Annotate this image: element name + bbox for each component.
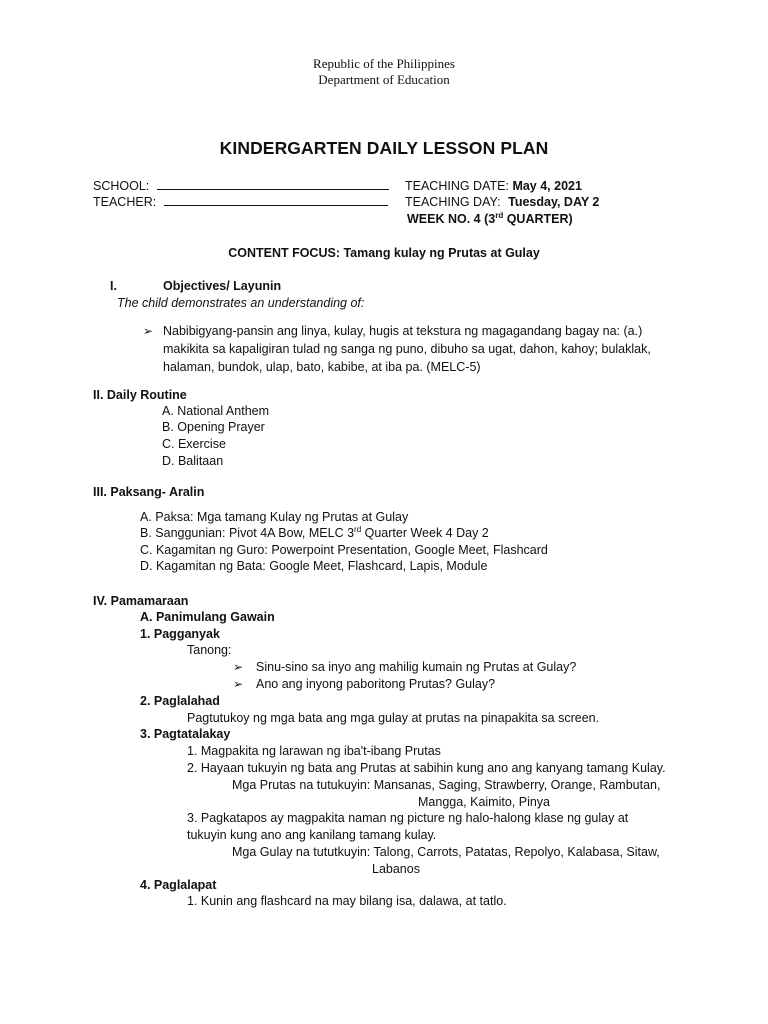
pamamaraan-heading: IV. Pamamaraan <box>93 594 189 608</box>
routine-heading: II. Daily Routine <box>93 388 187 402</box>
objective-line-2: makikita sa kapaligiran tulad ng sanga ng puno, dibuho sa ugat, dahon, kahoy; bulaklak, <box>163 342 651 356</box>
pagtatalakay-heading: 3. Pagtatalakay <box>140 727 231 741</box>
week-end: QUARTER) <box>503 212 573 226</box>
gulay-list-line-1: Mga Gulay na tututkuyin: Talong, Carrots, Patatas, Repolyo, Kalabasa, Sitaw, <box>232 845 660 859</box>
objectives-heading: Objectives/ Layunin <box>163 279 282 293</box>
arrow-bullet-icon: ➢ <box>143 324 154 338</box>
paglalapat-step-1: 1. Kunin ang flashcard na may bilang isa, dalawa, at tatlo. <box>187 894 507 908</box>
paksa-item-c: C. Kagamitan ng Guro: Powerpoint Presentation, Google Meet, Flashcard <box>140 543 548 557</box>
tanong-label: Tanong: <box>187 643 232 657</box>
paksa-b-sup: rd <box>354 524 362 534</box>
pagtatalakay-step-3-cont: tukuyin kung ano ang kanilang tamang kulay. <box>187 828 437 842</box>
pagganyak-heading: 1. Pagganyak <box>140 627 220 641</box>
question-2: Ano ang inyong paboritong Prutas? Gulay? <box>256 677 496 691</box>
teacher-label: TEACHER: <box>93 195 157 209</box>
paksa-heading: III. Paksang- Aralin <box>93 485 205 499</box>
gulay-list-line-2: Labanos <box>372 862 420 876</box>
objective-bullet <box>143 323 163 339</box>
content-focus: CONTENT FOCUS: Tamang kulay ng Prutas at Gulay <box>228 246 540 260</box>
question-bullet <box>233 659 253 675</box>
pagtatalakay-step-1: 1. Magpakita ng larawan ng iba't-ibang Prutas <box>187 744 441 758</box>
teaching-date-label: TEACHING DATE: <box>405 179 509 193</box>
teaching-day-value: Tuesday, DAY 2 <box>508 195 600 209</box>
pagtatalakay-step-3: 3. Pagkatapos ay magpakita naman ng picture ng halo-halong klase ng gulay at <box>187 811 629 825</box>
teacher-row <box>93 194 388 210</box>
routine-item: B. Opening Prayer <box>162 420 265 434</box>
panimulang-gawain-heading: A. Panimulang Gawain <box>140 610 275 624</box>
paglalapat-heading: 4. Paglalapat <box>140 878 217 892</box>
week-text: WEEK NO. 4 (3 <box>407 212 496 226</box>
pagtatalakay-step-2: 2. Hayaan tukuyin ng bata ang Prutas at sabihin kung ano ang kanyang tamang Kulay. <box>187 761 666 775</box>
school-blank-line <box>157 178 389 190</box>
objectives-intro: The child demonstrates an understanding of: <box>117 296 365 310</box>
question-bullet <box>233 676 253 692</box>
objective-line-1: Nabibigyang-pansin ang linya, kulay, hugis at tekstura ng magagandang bagay na: (a.) <box>163 324 643 338</box>
paksa-item-d: D. Kagamitan ng Bata: Google Meet, Flashcard, Lapis, Module <box>140 559 488 573</box>
paksa-b-end: Quarter Week 4 Day 2 <box>361 526 489 540</box>
objectives-number: I. <box>110 279 117 293</box>
teaching-day-row <box>405 194 599 210</box>
school-label: SCHOOL: <box>93 179 150 193</box>
routine-item: D. Balitaan <box>162 454 224 468</box>
arrow-bullet-icon: ➢ <box>233 660 244 674</box>
department-text: Department of Education <box>318 72 450 87</box>
routine-item: A. National Anthem <box>162 404 270 418</box>
page-title: KINDERGARTEN DAILY LESSON PLAN <box>219 138 549 158</box>
paksa-item-b <box>140 525 489 541</box>
routine-item: C. Exercise <box>162 437 226 451</box>
paksa-item-a: A. Paksa: Mga tamang Kulay ng Prutas at Gulay <box>140 510 409 524</box>
teaching-day-label: TEACHING DAY: <box>405 195 501 209</box>
paksa-b-text: B. Sanggunian: Pivot 4A Bow, MELC 3 <box>140 526 355 540</box>
prutas-list-line-1: Mga Prutas na tutukuyin: Mansanas, Saging, Strawberry, Orange, Rambutan, <box>232 778 661 792</box>
republic-text: Republic of the Philippines <box>313 56 455 71</box>
teacher-blank-line <box>164 194 388 206</box>
week-sup: rd <box>495 210 504 220</box>
objective-line-3: halaman, bundok, ulap, bato, kabibe, at iba pa. (MELC-5) <box>163 360 481 374</box>
paglalahad-text: Pagtutukoy ng mga bata ang mga gulay at prutas na pinapakita sa screen. <box>187 711 600 725</box>
paglalahad-heading: 2. Paglalahad <box>140 694 220 708</box>
teaching-date-value: May 4, 2021 <box>512 179 582 193</box>
question-1: Sinu-sino sa inyo ang mahilig kumain ng Prutas at Gulay? <box>256 660 577 674</box>
teaching-date-row <box>405 178 582 194</box>
prutas-list-line-2: Mangga, Kaimito, Pinya <box>418 795 551 809</box>
school-row <box>93 178 389 194</box>
week-number <box>407 211 573 227</box>
arrow-bullet-icon: ➢ <box>233 677 244 691</box>
